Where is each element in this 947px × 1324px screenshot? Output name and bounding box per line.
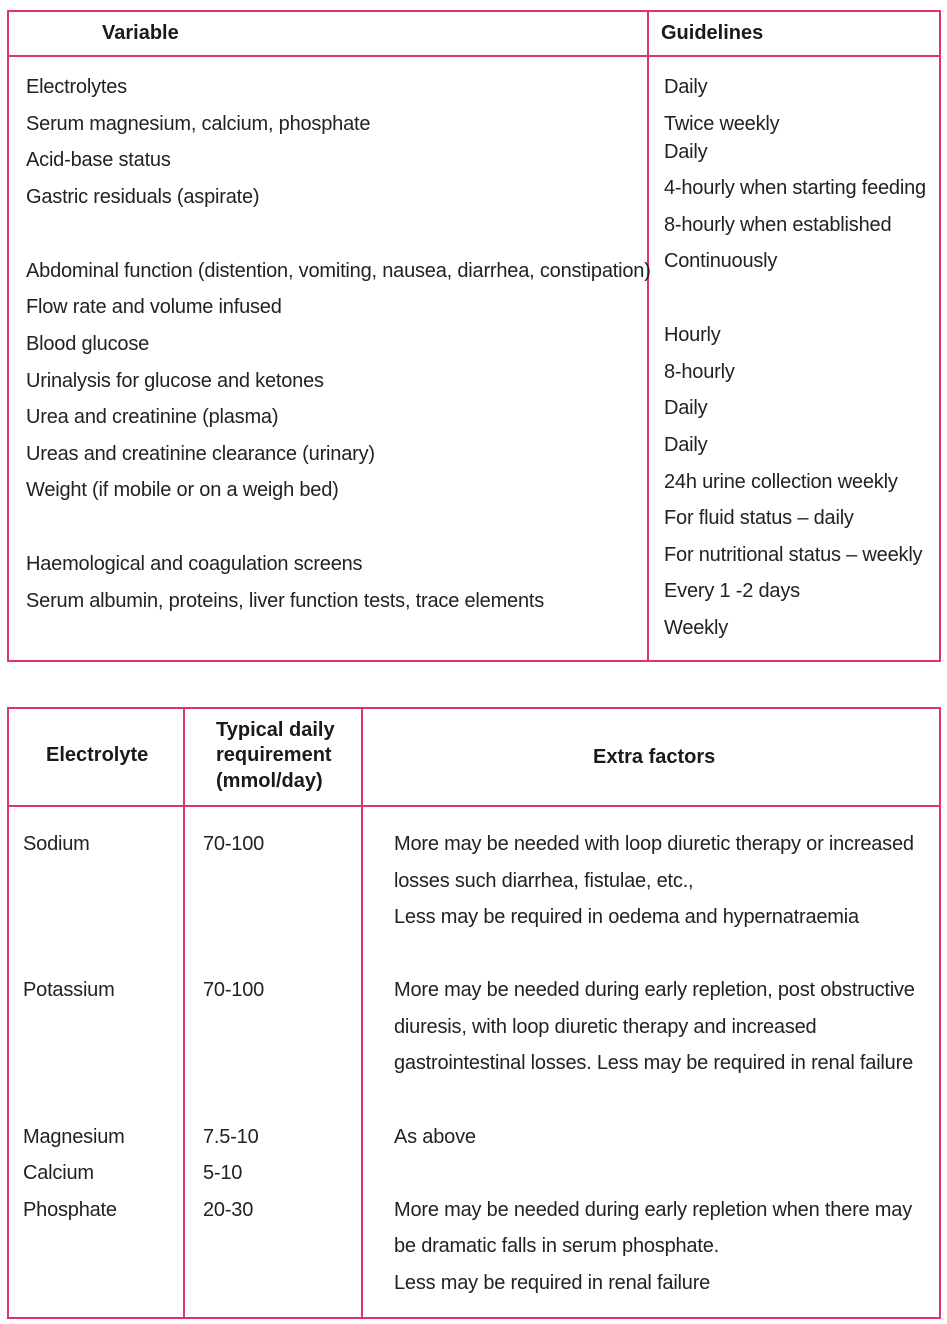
requirement-cell: 70-100 <box>203 979 265 1001</box>
variable-cell: Flow rate and volume infused <box>26 296 282 318</box>
variable-cell: Acid-base status <box>26 149 171 171</box>
table2-header-extra-factors: Extra factors <box>593 746 716 768</box>
variable-cell: Ureas and creatinine clearance (urinary) <box>26 443 375 465</box>
electrolyte-cell: Phosphate <box>23 1199 117 1221</box>
guideline-cell: 8-hourly <box>664 361 735 383</box>
extra-factor-line: Less may be required in oedema and hypernatraemia <box>394 906 859 928</box>
variable-cell: Serum magnesium, calcium, phosphate <box>26 113 371 135</box>
variable-cell: Weight (if mobile or on a weigh bed) <box>26 479 339 501</box>
guideline-cell: 24h urine collection weekly <box>664 471 898 493</box>
table1-border-bottom <box>7 660 941 662</box>
electrolyte-cell: Sodium <box>23 833 90 855</box>
table2-header-requirement-line1: Typical daily <box>216 719 335 741</box>
table1-border-left <box>7 10 9 662</box>
table2-header-requirement-line2: requirement <box>216 744 332 766</box>
requirement-cell: 5-10 <box>203 1162 243 1184</box>
variable-cell: Urinalysis for glucose and ketones <box>26 370 324 392</box>
extra-factor-line: More may be needed during early repletion when there may <box>394 1199 912 1221</box>
extra-factor-line: gastrointestinal losses. Less may be required in renal failure <box>394 1052 913 1074</box>
guideline-cell: 4-hourly when starting feeding <box>664 177 926 199</box>
guideline-cell: Every 1 -2 days <box>664 580 800 602</box>
requirement-cell: 7.5-10 <box>203 1126 259 1148</box>
extra-factor-line: As above <box>394 1126 476 1148</box>
variable-cell: Electrolytes <box>26 76 127 98</box>
table2-column-divider-2 <box>361 707 363 1319</box>
table1-header-guidelines: Guidelines <box>661 22 764 44</box>
table1-border-right <box>939 10 941 662</box>
variable-cell: Blood glucose <box>26 333 150 355</box>
table1-header-variable: Variable <box>102 22 179 44</box>
variable-cell: Gastric residuals (aspirate) <box>26 186 260 208</box>
guideline-cell: Daily <box>664 141 708 163</box>
table2-header-requirement-line3: (mmol/day) <box>216 770 323 792</box>
table2-border-right <box>939 707 941 1319</box>
variable-cell: Urea and creatinine (plasma) <box>26 406 279 428</box>
guideline-cell: Twice weekly <box>664 113 780 135</box>
guideline-cell: For nutritional status – weekly <box>664 544 923 566</box>
extra-factor-line: diuresis, with loop diuretic therapy and increased <box>394 1016 817 1038</box>
guideline-cell: Weekly <box>664 617 729 639</box>
table2-column-divider-1 <box>183 707 185 1319</box>
table2-border-left <box>7 707 9 1319</box>
guideline-cell: Continuously <box>664 250 778 272</box>
table1-column-divider <box>647 10 649 662</box>
guideline-cell: Hourly <box>664 324 721 346</box>
extra-factor-line: be dramatic falls in serum phosphate. <box>394 1235 719 1257</box>
variable-cell: Serum albumin, proteins, liver function tests, trace elements <box>26 590 545 612</box>
table1-border-top <box>7 10 941 12</box>
guideline-cell: 8-hourly when established <box>664 214 892 236</box>
table2-border-top <box>7 707 941 709</box>
table2-border-bottom <box>7 1317 941 1319</box>
requirement-cell: 20-30 <box>203 1199 254 1221</box>
variable-cell: Abdominal function (distention, vomiting, nausea, diarrhea, constipation) <box>26 260 651 282</box>
extra-factor-line: losses such diarrhea, fistulae, etc., <box>394 870 694 892</box>
extra-factor-line: More may be needed with loop diuretic therapy or increased <box>394 833 914 855</box>
requirement-cell: 70-100 <box>203 833 265 855</box>
electrolyte-cell: Potassium <box>23 979 115 1001</box>
guideline-cell: For fluid status – daily <box>664 507 854 529</box>
table1-header-divider <box>7 55 941 57</box>
guideline-cell: Daily <box>664 434 708 456</box>
extra-factor-line: More may be needed during early repletion, post obstructive <box>394 979 915 1001</box>
electrolyte-cell: Calcium <box>23 1162 94 1184</box>
guideline-cell: Daily <box>664 76 708 98</box>
table2-header-electrolyte: Electrolyte <box>46 744 149 766</box>
electrolyte-cell: Magnesium <box>23 1126 125 1148</box>
table2-header-divider <box>7 805 941 807</box>
guideline-cell: Daily <box>664 397 708 419</box>
extra-factor-line: Less may be required in renal failure <box>394 1272 711 1294</box>
variable-cell: Haemological and coagulation screens <box>26 553 363 575</box>
